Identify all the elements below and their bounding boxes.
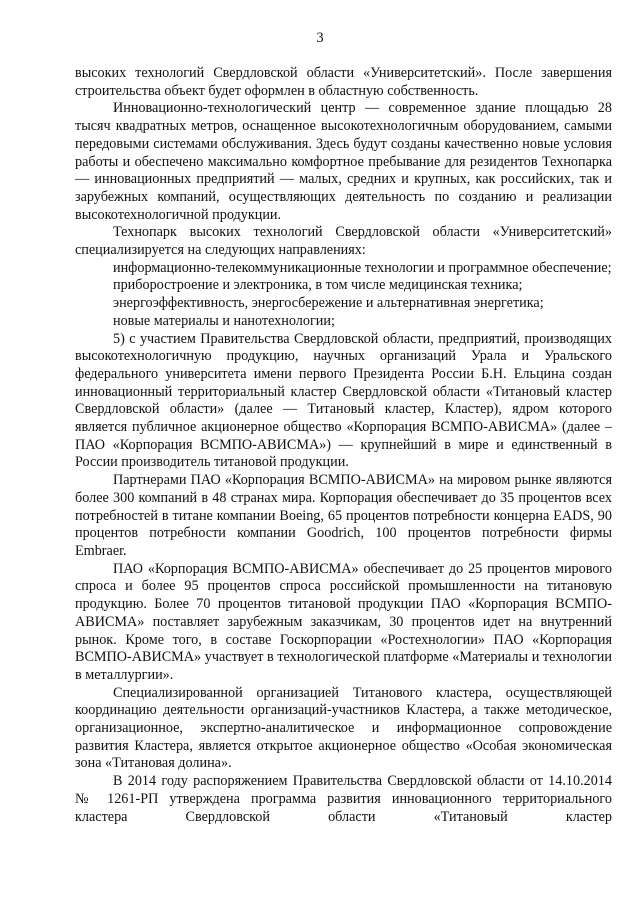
paragraph-partners: Партнерами ПАО «Корпорация ВСМПО-АВИСМА» на мировом рынке являются более 300 компаний в 48 странах мира. Корпорация обеспечивает до 35 процентов всех потребностей в титане компании Boeing, 65 процентов потребности концерна EADS, 90 процентов потребности компании Goodrich, 100 процентов потребности фирмы Embraer. — [75, 472, 612, 559]
document-body — [75, 65, 612, 826]
page-number: 3 — [316, 30, 324, 46]
paragraph-technopark-specialization: Технопарк высоких технологий Свердловской области «Университетский» специализируется на следующих направлениях: — [75, 224, 612, 259]
paragraph-titanium-cluster: 5) с участием Правительства Свердловской области, предприятий, производящих высокотехнологичную продукцию, научных организаций Урала и Уральского федерального университета имени первого Президента России Б.Н. Ельцина создан инновационный территориальный кластер Свердловской области «Титановый кластер Свердловской области» (далее — Титановый кластер, Кластер), ядром которого является публичное акционерное общество «Корпорация ВСМПО-АВИСМА» (далее – ПАО «Корпорация ВСМПО-АВИСМА») — крупнейший в мире и единственный в России производитель титановой продукции. — [75, 330, 612, 471]
paragraph-world-demand: ПАО «Корпорация ВСМПО-АВИСМА» обеспечивает до 25 процентов мирового спроса и более 95 процентов спроса российской промышленности на титановую продукцию. Более 70 процентов титановой продукции ПАО «Корпорация ВСМПО-АВИСМА» поставляет зарубежным заказчикам, 30 процентов идет на внутренний рынок. Кроме того, в составе Госкорпорации «Ростехнологии» ПАО «Корпорация ВСМПО-АВИСМА» участвует в технологической платформе «Материалы и технологии в металлургии». — [75, 560, 612, 683]
list-item-instruments: приборостроение и электроника, в том числе медицинская техника; — [113, 277, 523, 294]
list-item-materials: новые материалы и нанотехнологии; — [113, 312, 335, 329]
paragraph-innovation-center: Инновационно-технологический центр — современное здание площадью 28 тысяч квадратных метров, оснащенное высокотехнологичным оборудованием, самыми передовыми системами обслуживания. Здесь будут созданы качественно новые условия работы и обеспечено максимально комфортное пребывание для резидентов Технопарка — инновационных предприятий — малых, средних и крупных, как российских, так и зарубежных компаний, осуществляющих деятельность по созданию и реализации высокотехнологичной продукции. — [75, 100, 612, 223]
list-item-energy: энергоэффективность, энергосбережение и альтернативная энергетика; — [113, 295, 544, 312]
paragraph-program-2014: В 2014 году распоряжением Правительства Свердловской области от 14.10.2014 № 1261-РП утверждена программа развития инновационного территориального кластера Свердловской области «Титановый кластер — [75, 773, 612, 825]
paragraph-continuation: высоких технологий Свердловской области «Университетский». После завершения строительства объект будет оформлен в областную собственность. — [75, 65, 612, 99]
list-item-it: информационно-телекоммуникационные технологии и программное обеспечение; — [113, 259, 612, 276]
paragraph-specialized-organization: Специализированной организацией Титанового кластера, осуществляющей координацию деятельности организаций-участников Кластера, а также методическое, организационное, экспертно-аналитическое и информационное сопровождение развития Кластера, является открытое акционерное общество «Особая экономическая зона «Титановая долина». — [75, 684, 612, 772]
